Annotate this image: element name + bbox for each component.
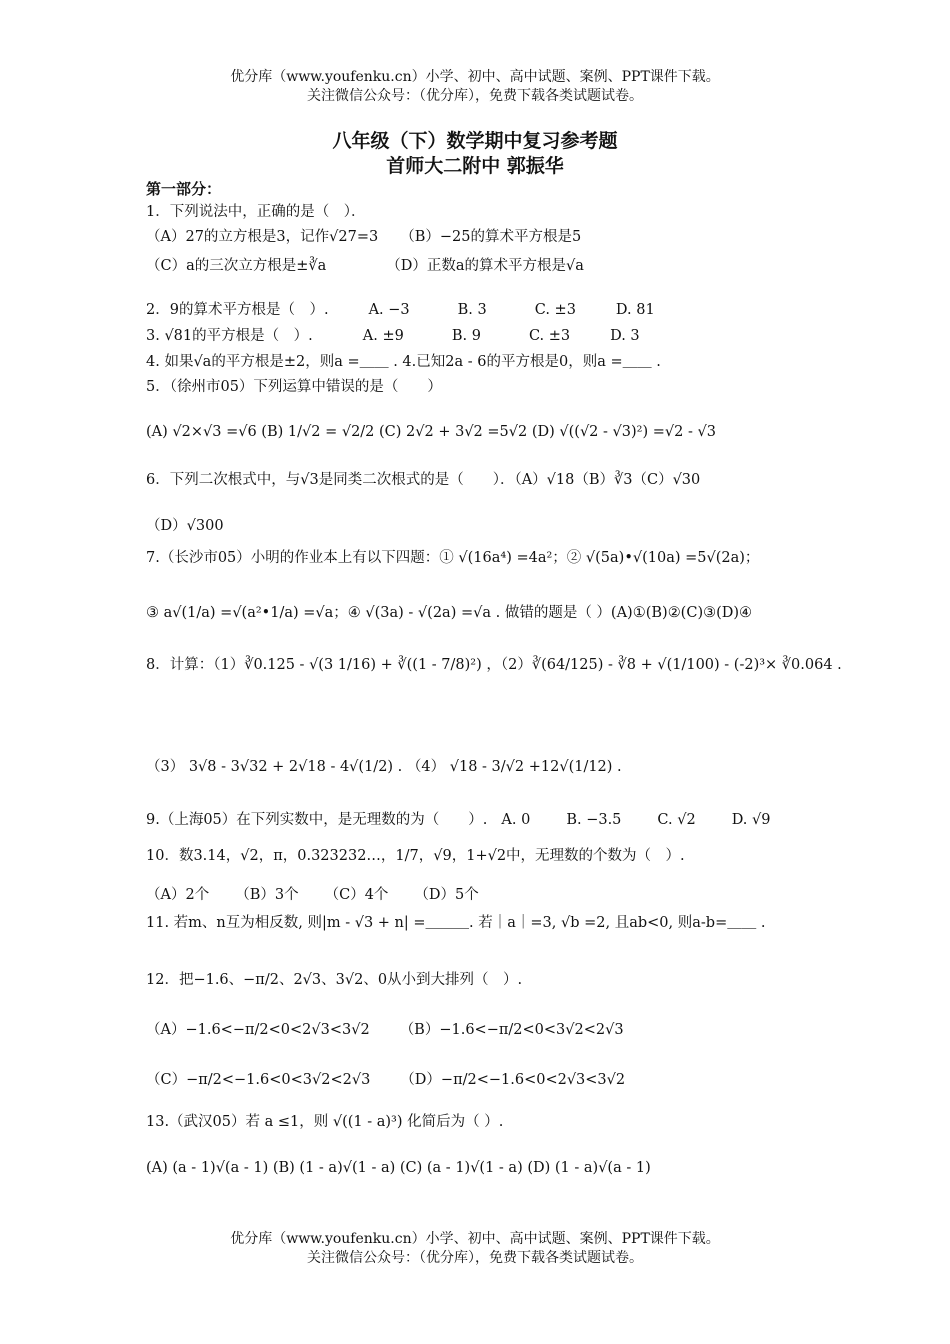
question-6-option-d: （D）√300 [146,518,224,534]
page-title: 八年级（下）数学期中复习参考题 [332,130,618,152]
question-3-option-c: C. ±3 [528,328,571,344]
question-10-option-c: （C）4个 [324,887,389,903]
question-4: 4. 如果√a的平方根是±2，则a =＿＿ . 4.已知2a - 6的平方根是0，则a =＿＿ . [146,354,661,370]
question-13-options: (A) (a - 1)√(a - 1) (B) (1 - a)√(1 - a) (C) (a - 1)√(1 - a) (D) (1 - a)√(a - 1) [146,1160,651,1176]
header-line-2: 关注微信公众号：（优分库），免费下载各类试题试卷。 [307,88,643,104]
question-10-options [146,885,479,905]
question-1-stem: 1．下列说法中，正确的是（ ）． [146,204,366,220]
question-5-stem: 5．（徐州市05）下列运算中错误的是（ ） [146,379,442,395]
question-1-option-d: （D）正数a的算术平方根是√a [386,258,584,274]
footer-line-1: 优分库（www.youfenku.cn）小学、初中、高中试题、案例、PPT课件下载。 [230,1231,720,1247]
question-9-option-b: B. −3.5 [566,812,622,828]
question-10-option-a: （A）2个 [146,887,210,903]
question-1-options-ab [146,227,581,247]
question-9-option-a: A. 0 [501,812,531,828]
question-9-stem: 9.（上海05）在下列实数中，是无理数的为（ ）. [146,812,488,828]
question-10-option-b: （B）3个 [235,887,299,903]
question-12-option-c: （C）−π/2<−1.6<0<3√2<2√3 [146,1072,371,1088]
question-2-option-b: B. 3 [457,302,487,318]
question-3-option-a: A. ±9 [362,328,404,344]
question-12-option-a: （A）−1.6<−π/2<0<2√3<3√2 [146,1022,370,1038]
question-2 [146,300,655,320]
question-12-option-d: （D）−π/2<−1.6<0<2√3<3√2 [400,1072,626,1088]
question-12-options-ab [146,1020,624,1040]
question-8-line-1: 8．计算：（1）∛0.125 - √(3 1/16) + ∛((1 - 7/8)²) ，（2）∛(64/125) - ∛8 + √(1/100) - (-2)³× ∛0.064 . [146,657,842,673]
question-9 [146,810,770,830]
question-1-options-cd [146,256,584,276]
question-1-option-a: （A）27的立方根是3，记作√27=3 [146,229,379,245]
question-2-stem: 2．9的算术平方根是（ ）. [146,302,329,318]
question-10-option-d: （D）5个 [414,887,479,903]
question-3 [146,326,640,346]
footer-line-2: 关注微信公众号：（优分库），免费下载各类试题试卷。 [307,1250,643,1266]
question-5-options: (A) √2×√3 =√6 (B) 1/√2 = √2/2 (C) 2√2 + 3√2 =5√2 (D) √((√2 - √3)²) =√2 - √3 [146,424,716,440]
question-1-option-b: （B）−25的算术平方根是5 [400,229,582,245]
question-2-option-c: C. ±3 [534,302,576,318]
header-line-1: 优分库（www.youfenku.cn）小学、初中、高中试题、案例、PPT课件下载。 [230,69,720,85]
question-11: 11. 若m、n互为相反数, 则|m - √3 + n| =＿＿＿. 若｜a｜=3, √b =2, 且ab<0, 则a-b=＿＿ . [146,915,766,931]
question-9-option-c: C. √2 [657,812,696,828]
question-7-continued: ③ a√(1/a) =√(a²•1/a) =√a；④ √(3a) - √(2a) =√a . 做错的题是（ ）(A)①(B)②(C)③(D)④ [146,605,753,621]
question-6-stem: 6．下列二次根式中，与√3是同类二次根式的是（ ）．（A）√18（B）∛3（C）√30 [146,472,701,488]
question-12-stem: 12．把−1.6、−π/2、2√3、3√2、0从小到大排列（ ）. [146,972,523,988]
question-2-option-d: D. 81 [615,302,655,318]
question-3-stem: 3. √81的平方根是（ ）. [146,328,313,344]
question-1-option-c: （C）a的三次立方根是±∛a [146,258,327,274]
question-2-option-a: A. −3 [368,302,410,318]
question-13-stem: 13.（武汉05）若 a ≤1，则 √((1 - a)³) 化简后为（ ）. [146,1114,504,1130]
question-8-line-2: （3） 3√8 - 3√32 + 2√18 - 4√(1/2) . （4） √18 - 3/√2 +12√(1/12) . [146,759,622,775]
section-heading: 第一部分： [146,180,222,198]
question-3-option-b: B. 9 [451,328,481,344]
question-7-stem: 7.（长沙市05）小明的作业本上有以下四题：① √(16a⁴) =4a²；② √(5a)•√(10a) =5√(2a)； [146,550,760,566]
question-9-option-d: D. √9 [731,812,771,828]
page-author: 首师大二附中 郭振华 [386,155,564,177]
question-3-option-d: D. 3 [610,328,640,344]
question-12-option-b: （B）−1.6<−π/2<0<3√2<2√3 [399,1022,624,1038]
question-12-options-cd [146,1070,625,1090]
question-10-stem: 10．数3.14，√2，π，0.323232…，1/7，√9，1+√2中，无理数的个数为（ ）. [146,848,685,864]
